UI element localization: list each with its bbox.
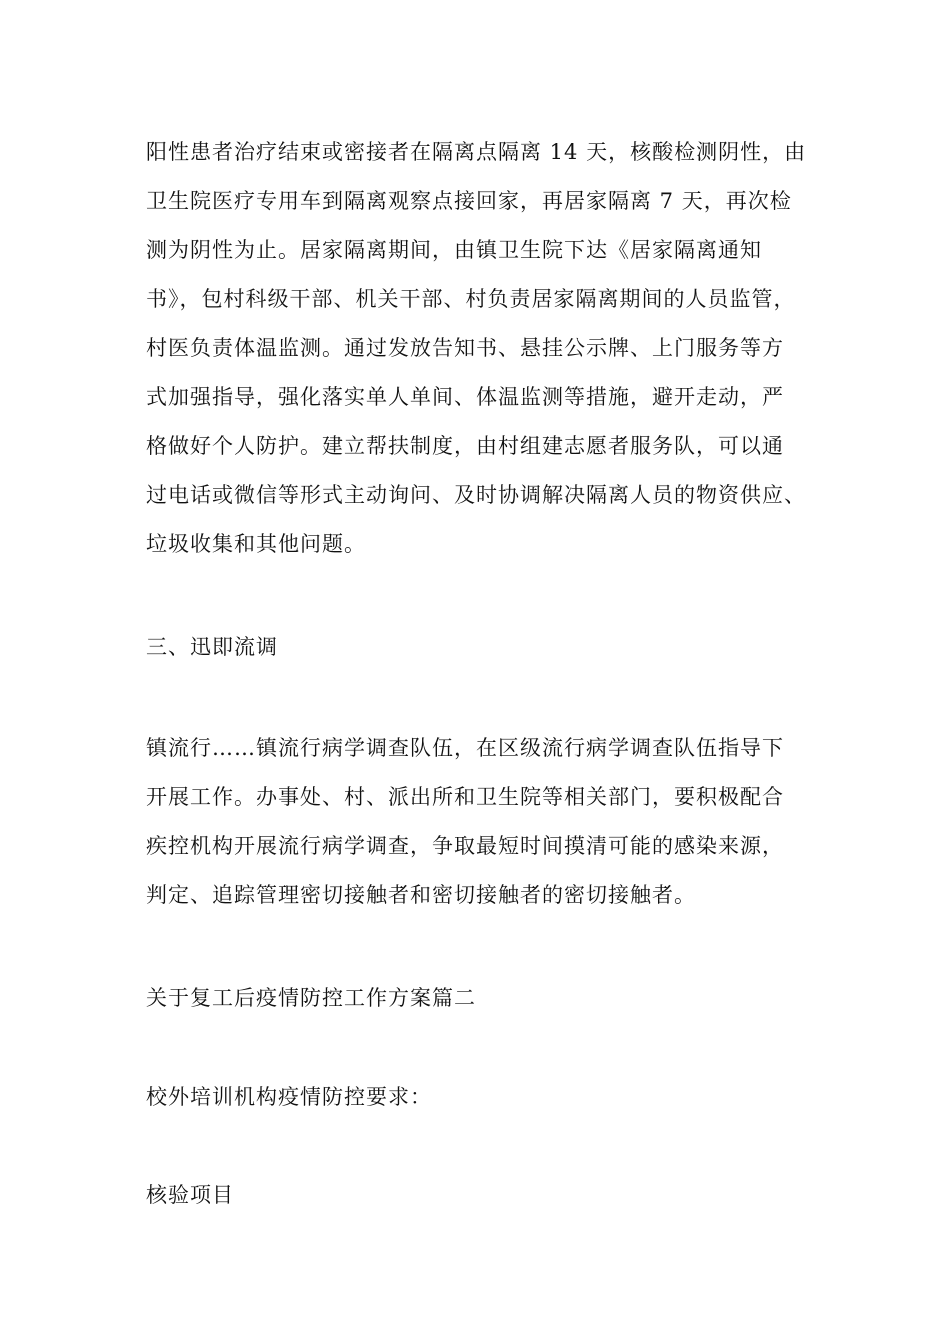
- text-line: 书》，包村科级干部、机关干部、村负责居家隔离期间的人员监管，: [146, 287, 796, 311]
- item-heading: 核验项目: [146, 1183, 234, 1207]
- text-line: 疾控机构开展流行病学调查，争取最短时间摸清可能的感染来源，: [146, 834, 784, 858]
- text-line: 开展工作。办事处、村、派出所和卫生院等相关部门，要积极配合: [146, 785, 784, 809]
- text-line: 式加强指导，强化落实单人单间、体温监测等措施，避开走动，严: [146, 385, 784, 409]
- subtitle: 校外培训机构疫情防控要求：: [146, 1085, 432, 1109]
- text-line: 镇流行……镇流行病学调查队伍，在区级流行病学调查队伍指导下: [146, 736, 784, 760]
- text-line: 村医负责体温监测。通过发放告知书、悬挂公示牌、上门服务等方: [146, 336, 784, 360]
- text-line: 垃圾收集和其他问题。: [146, 532, 366, 556]
- text-line: 卫生院医疗专用车到隔离观察点接回家，再居家隔离 7 天，再次检: [146, 189, 792, 213]
- text-line: 判定、追踪管理密切接触者和密切接触者的密切接触者。: [146, 883, 696, 907]
- section-heading: 三、迅即流调: [146, 635, 278, 659]
- text-line: 测为阴性为止。居家隔离期间，由镇卫生院下达《居家隔离通知: [146, 238, 762, 262]
- text-line: 格做好个人防护。建立帮扶制度，由村组建志愿者服务队，可以通: [146, 434, 784, 458]
- document-title: 关于复工后疫情防控工作方案篇二: [146, 986, 476, 1010]
- text-line: 过电话或微信等形式主动询问、及时协调解决隔离人员的物资供应、: [146, 483, 806, 507]
- text-line: 阳性患者治疗结束或密接者在隔离点隔离 14 天，核酸检测阴性，由: [146, 140, 807, 164]
